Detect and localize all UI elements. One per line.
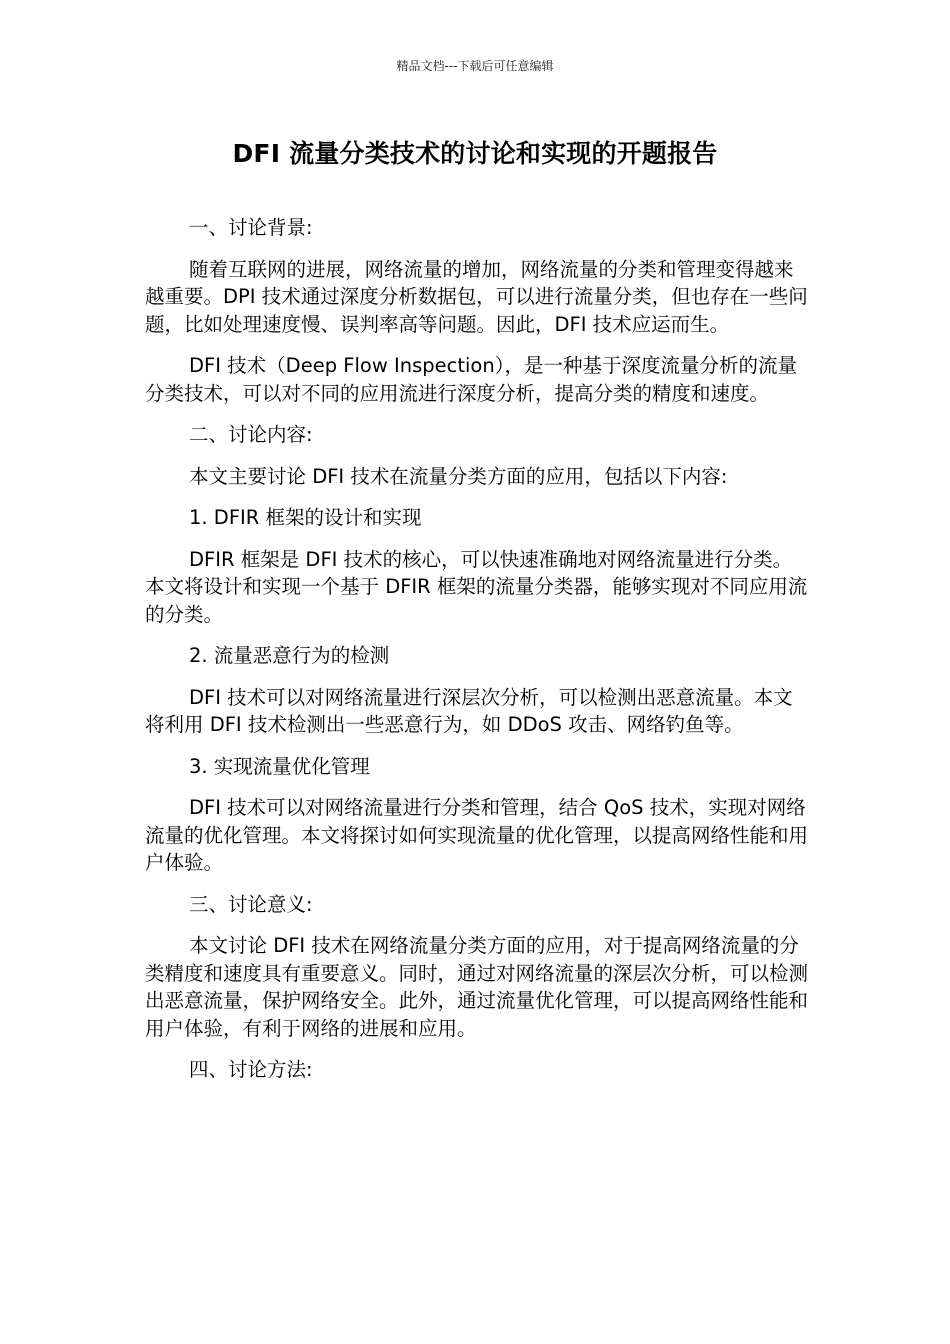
document-body — [145, 214, 810, 1098]
section-heading-content: 二、讨论内容: — [189, 423, 313, 446]
subheading-traffic-optimization: 3. 实现流量优化管理 — [189, 754, 370, 778]
paragraph-background-2: DFI 技术（Deep Flow Inspection），是一种基于深度流量分析的流量分类技术，可以对不同的应用流进行深度分析，提高分类的精度和速度。 — [145, 354, 797, 405]
page-header-note: 精品文档---下载后可任意编辑 — [396, 59, 554, 73]
subheading-malicious-detection: 2. 流量恶意行为的检测 — [189, 644, 390, 667]
paragraph-background-1: 随着互联网的进展，网络流量的增加，网络流量的分类和管理变得越来越重要。DPI 技术通过深度分析数据包，可以进行流量分类，但也存在一些问题，比如处理速度慢、误判率高等问题。因此，DFI 技术应运而生。 — [145, 257, 808, 336]
document-title: DFI 流量分类技术的讨论和实现的开题报告 — [232, 139, 718, 168]
section-heading-significance: 三、讨论意义: — [189, 892, 313, 916]
section-heading-methods: 四、讨论方法: — [189, 1058, 313, 1081]
paragraph-significance: 本文讨论 DFI 技术在网络流量分类方面的应用，对于提高网络流量的分类精度和速度具有重要意义。同时，通过对网络流量的深层次分析，可以检测出恶意流量，保护网络安全。此外，通过流量优化管理，可以提高网络性能和用户体验，有利于网络的进展和应用。 — [145, 934, 809, 1040]
paragraph-dfir-framework: DFIR 框架是 DFI 技术的核心，可以快速准确地对网络流量进行分类。本文将设计和实现一个基于 DFIR 框架的流量分类器，能够实现对不同应用流的分类。 — [145, 547, 808, 626]
paragraph-malicious-detection: DFI 技术可以对网络流量进行深层次分析，可以检测出恶意流量。本文将利用 DFI 技术检测出一些恶意行为，如 DDoS 攻击、网络钓鱼等。 — [145, 685, 793, 736]
paragraph-traffic-optimization: DFI 技术可以对网络流量进行分类和管理，结合 QoS 技术，实现对网络流量的优化管理。本文将探讨如何实现流量的优化管理，以提高网络性能和用户体验。 — [145, 796, 809, 874]
paragraph-content-intro: 本文主要讨论 DFI 技术在流量分类方面的应用，包括以下内容: — [189, 464, 728, 488]
section-heading-background: 一、讨论背景: — [189, 216, 313, 239]
subheading-dfir-framework: 1. DFIR 框架的设计和实现 — [189, 506, 422, 529]
